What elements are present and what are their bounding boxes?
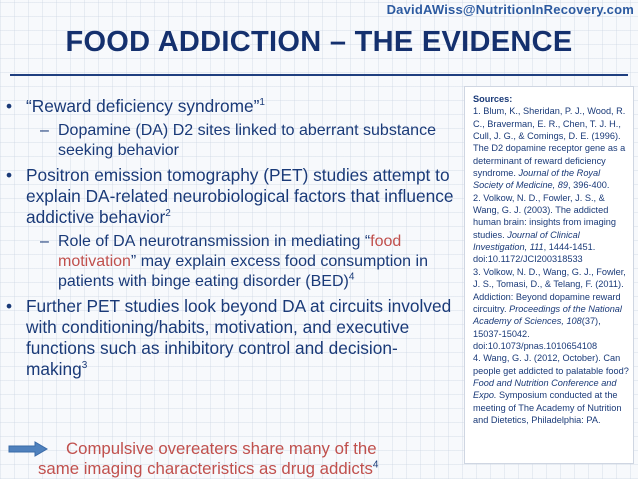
- bullet-text: Positron emission tomography (PET) studies attempt to explain DA-related neurobiological factors that influence addictive behavior: [26, 165, 454, 227]
- sub-bullet-item: [6, 121, 458, 161]
- sub-bullet-item: [6, 232, 458, 292]
- conclusion: [6, 439, 458, 479]
- bullet-icon: •: [6, 165, 13, 185]
- reference-item: 3. Volkow, N. D., Wang, G. J., Fowler, J. S., Tomasi, D., & Telang, F. (2011). Addiction: Beyond dopamine reward circuitry. Proceedings of the National Academy of Sciences, 108(37), 15037-15042. doi:10.1073/pnas.1010654108: [473, 266, 626, 351]
- right-arrow-icon: [8, 441, 48, 457]
- bullet-item: [6, 296, 458, 380]
- dash-icon: –: [40, 122, 49, 139]
- conclusion-line-1: Compulsive overeaters share many of the: [66, 439, 377, 458]
- bullet-text: “Reward deficiency syndrome”: [26, 96, 260, 116]
- header-email: DavidAWiss@NutritionInRecovery.com: [386, 2, 634, 17]
- conclusion-line-2-text: same imaging characteristics as drug addicts: [38, 459, 373, 478]
- reference-item: 2. Volkow, N. D., Fowler, J. S., & Wang, G. J. (2003). The addicted human brain: insights from imaging studies. Journal of Clinical Investigation, 111, 1444-1451. doi:10.1172/JCI200318533: [473, 192, 616, 265]
- slide-title: FOOD ADDICTION – THE EVIDENCE: [65, 26, 573, 58]
- citation-sup: 2: [165, 208, 171, 220]
- citation-sup: 3: [81, 360, 88, 372]
- highlight-text: food motivation: [58, 233, 402, 270]
- title-divider: [10, 74, 628, 76]
- citation-sup: 1: [259, 97, 265, 109]
- sources-title: Sources:: [473, 94, 513, 104]
- bullet-text: Further PET studies look beyond DA at circuits involved with conditioning/habits, motivation, and executive functions such as inhibitory control and decision-making: [26, 296, 452, 379]
- dash-icon: –: [40, 233, 49, 250]
- bullet-item: [6, 165, 458, 228]
- conclusion-line-2: [38, 459, 378, 479]
- sources-box: [464, 86, 634, 464]
- reference-item: 4. Wang, G. J. (2012, October). Can people get addicted to palatable food? Food and Nutrition Conference and Expo. Symposium conducted at the meeting of The Academy of Nutrition and Dietetics, Philadelphia: PA.: [473, 353, 629, 425]
- bullet-icon: •: [6, 96, 13, 116]
- citation-sup: 4: [348, 271, 355, 283]
- bullet-item: [6, 96, 458, 117]
- reference-item: 1. Blum, K., Sheridan, P. J., Wood, R. C., Braverman, E. R., Chen, T. J. H., Cull, J. G., & Comings, D. E. (1996). The D2 dopamine receptor gene as a determinant of reward deficiency syndrome. Journal of the Royal Society of Medicine, 89, 396-400.: [473, 106, 626, 191]
- bullet-icon: •: [6, 296, 13, 316]
- sub-bullet-text: Role of DA neurotransmission in mediating “: [58, 233, 371, 250]
- sub-bullet-text: ” may explain excess food consumption in patients with binge eating disorder (BED): [58, 253, 428, 290]
- bullet-list: [6, 96, 458, 384]
- sub-bullet-text: Dopamine (DA) D2 sites linked to aberrant substance seeking behavior: [58, 122, 436, 159]
- citation-sup: 4: [372, 459, 379, 471]
